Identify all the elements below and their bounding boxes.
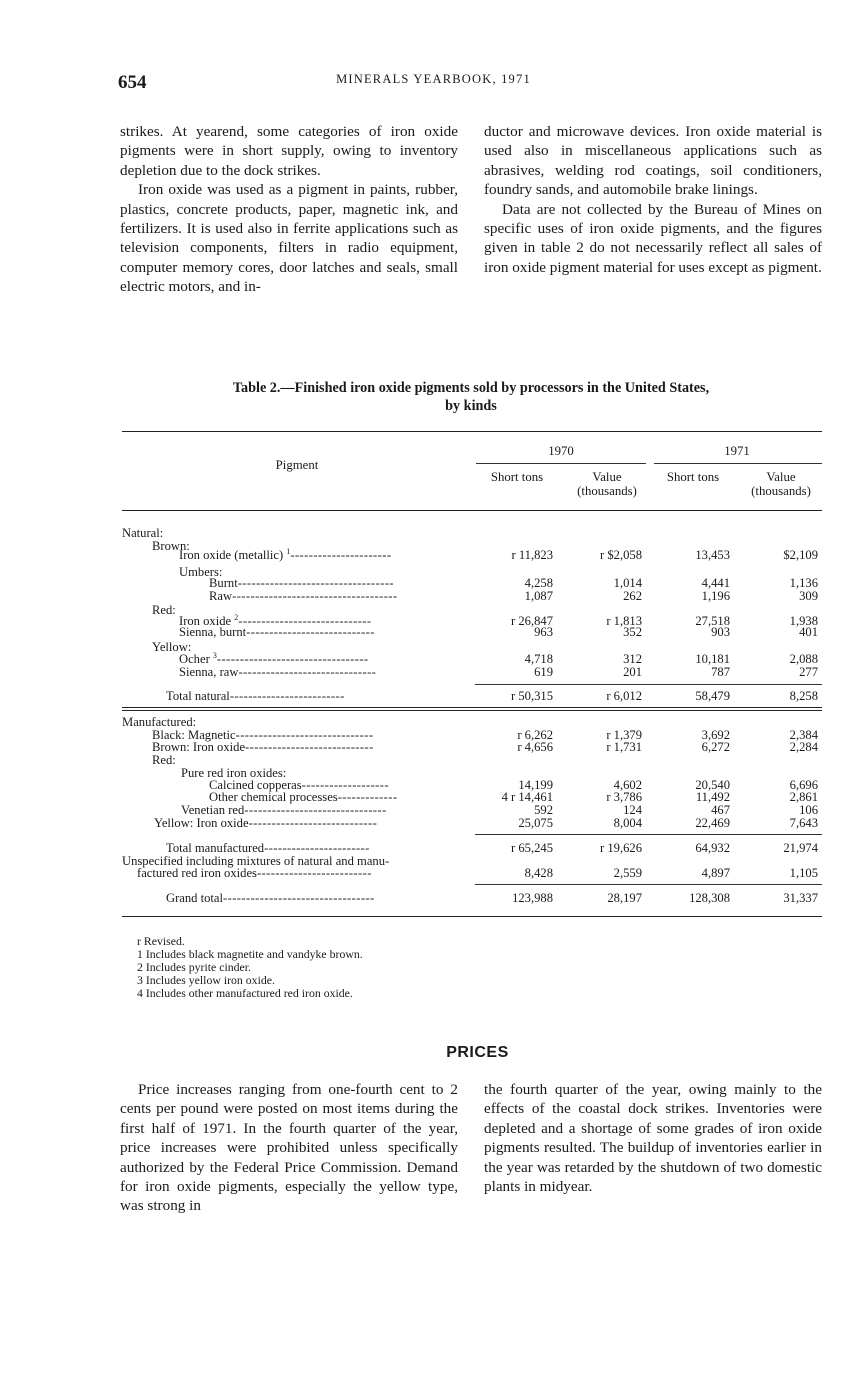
row-label: Red:	[152, 603, 176, 617]
table-cell: 4,897	[701, 866, 730, 880]
row-label: Venetian red-------------------------------	[181, 803, 387, 817]
header-short-tons-1970: Short tons	[490, 470, 544, 484]
row-label: Red:	[152, 753, 176, 767]
running-title: MINERALS YEARBOOK, 1971	[336, 72, 531, 86]
dot-leader: ---------------------------------	[223, 891, 375, 905]
header-year-1971: 1971	[724, 444, 750, 458]
natural-section-rule-b	[122, 710, 822, 711]
row-label: Raw------------------------------------	[209, 589, 398, 603]
table-cell: r 19,626	[600, 841, 642, 855]
dot-leader: ----------------------------	[246, 625, 375, 639]
table-row	[0, 590, 867, 603]
table-cell: 2,088	[789, 652, 818, 666]
table-cell: 4,441	[701, 576, 730, 590]
row-label: Yellow: Iron oxide----------------------------	[154, 816, 378, 830]
row-label: Other chemical processes-------------	[209, 790, 398, 804]
table-cell: 1,136	[789, 576, 818, 590]
table-caption	[120, 380, 822, 415]
table-cell: 11,492	[695, 790, 730, 804]
natural-section-rule-a	[122, 707, 822, 708]
table-cell: r 50,315	[511, 689, 553, 703]
table-row	[0, 650, 867, 666]
table-cell: 787	[711, 665, 730, 679]
table-cell: 10,181	[695, 652, 730, 666]
table-cell: 28,197	[607, 891, 642, 905]
table-cell: 128,308	[689, 891, 730, 905]
table-cell: 8,258	[789, 689, 818, 703]
table-cell: 58,479	[695, 689, 730, 703]
table-cell: r 11,823	[511, 548, 553, 562]
table-cell: 1,938	[789, 614, 818, 628]
row-label: Sienna, raw------------------------------	[179, 665, 377, 679]
table-cell: $2,109	[783, 548, 818, 562]
table-top-rule	[122, 431, 822, 432]
prices-right-paragraph: the fourth quarter of the year, owing mainly to the effects of the coastal dock strikes. Inventories were depleted and a shortage of some grades of iron oxide pigments resulted. The buildup of inventories earlier in the year was retarded by the shutdown of two domestic plants in midyear.	[484, 1081, 822, 1196]
row-label: Natural:	[122, 526, 164, 540]
dot-leader: -------------------------	[256, 866, 372, 880]
table-cell: r 1,731	[606, 740, 642, 754]
table-cell: 8,428	[524, 866, 553, 880]
table-cell: 25,075	[518, 816, 553, 830]
row-label: Burnt----------------------------------	[209, 576, 394, 590]
table-cell: 8,004	[613, 816, 642, 830]
intro-right-paragraph-1: ductor and microwave devices. Iron oxide material is used also in miscellaneous applications such as abrasives, welding rod coatings, soil conditioners, foundry sands, and automobile brake linings.	[484, 123, 822, 199]
header-pigment: Pigment	[275, 458, 319, 472]
table-cell: 619	[534, 665, 553, 679]
table-bottom-rule	[122, 916, 822, 917]
table-cell: 352	[623, 625, 642, 639]
row-label: Brown: Iron oxide----------------------------	[152, 740, 374, 754]
header-bottom-rule	[122, 510, 822, 511]
table-cell: 903	[711, 625, 730, 639]
dot-leader: ----------------------------	[245, 740, 374, 754]
table-cell: 4,718	[524, 652, 553, 666]
table-row	[0, 641, 867, 654]
dot-leader: -------------------------	[229, 689, 345, 703]
table-cell: 2,284	[789, 740, 818, 754]
footnote: 3 Includes yellow iron oxide.	[137, 973, 275, 987]
footnote: r Revised.	[137, 934, 185, 948]
table-cell: 22,469	[695, 816, 730, 830]
intro-right-column	[484, 122, 822, 277]
intro-left-column	[120, 122, 458, 297]
table-cell: 1,196	[701, 589, 730, 603]
row-label: Iron oxide $^2$-----------------------------	[179, 612, 372, 628]
row-label: Black: Magnetic------------------------------	[152, 728, 374, 742]
prices-right-column	[484, 1080, 822, 1196]
intro-right-paragraph-2: Data are not collected by the Bureau of Mines on specific uses of iron oxide pigments, and the figures given in table 2 do not necessarily reflect all sales of iron oxide pigment material for uses except as pigment.	[484, 200, 822, 276]
page-number: 654	[118, 72, 147, 93]
footnote-ref: 1	[286, 546, 291, 556]
dot-leader: ------------------------------	[238, 665, 377, 679]
header-value-1970: Value (thousands)	[577, 470, 637, 498]
row-label: Umbers:	[179, 565, 223, 579]
row-label: Manufactured:	[122, 715, 197, 729]
table-row	[0, 690, 867, 703]
table-row	[0, 527, 867, 540]
table-cell: 4,602	[613, 778, 642, 792]
table-cell: 309	[799, 589, 818, 603]
table-cell: 27,518	[695, 614, 730, 628]
footnote: 1 Includes black magnetite and vandyke brown.	[137, 947, 363, 961]
table-row	[0, 779, 867, 792]
table-cell: 14,199	[518, 778, 553, 792]
table-cell: 64,932	[695, 841, 730, 855]
table-cell: r 1,813	[606, 614, 642, 628]
table-cell: 6,272	[701, 740, 730, 754]
section-title: PRICES	[446, 1044, 509, 1061]
row-label: Pure red iron oxides:	[181, 766, 287, 780]
dot-leader: -------------	[337, 790, 398, 804]
row-label: Iron oxide (metallic) $^1$----------------------	[179, 546, 392, 562]
dot-leader: ----------------------------------	[237, 576, 394, 590]
table-cell: 13,453	[695, 548, 730, 562]
table-row	[0, 716, 867, 729]
row-label: Grand total---------------------------------	[166, 891, 375, 905]
table-cell: 6,696	[789, 778, 818, 792]
row-label: Calcined copperas-------------------	[209, 778, 389, 792]
dot-leader: -----------------------	[264, 841, 370, 855]
row-label: Ocher $^3$---------------------------------	[179, 650, 369, 666]
table-cell: 4,258	[524, 576, 553, 590]
table-row	[0, 791, 867, 804]
intro-left-paragraph-1: strikes. At yearend, some categories of iron oxide pigments were in short supply, owing to inventory depletion due to the dock strikes.	[120, 123, 458, 179]
header-rule-1971	[654, 463, 822, 464]
table-cell: 1,105	[789, 866, 818, 880]
dot-leader: ------------------------------	[235, 728, 374, 742]
table-caption-line-1: Table 2.—Finished iron oxide pigments sold by processors in the United States,	[232, 380, 710, 396]
dot-leader: ------------------------------------	[232, 589, 398, 603]
header-rule-1970	[476, 463, 646, 464]
table-cell: 401	[799, 625, 818, 639]
header-value-1971: Value (thousands)	[751, 470, 811, 498]
footnote: 4 Includes other manufactured red iron oxide.	[137, 986, 353, 1000]
table-row	[0, 855, 867, 868]
table-row	[0, 666, 867, 679]
intro-left-paragraph-2: Iron oxide was used as a pigment in paints, rubber, plastics, concrete products, paper, magnetic ink, and fertilizers. It is used also in ferrite applications such as television components, filters in radio equipment, computer memory cores, door latches and seals, small electric motors, and in-	[120, 181, 458, 296]
prices-left-column	[120, 1080, 458, 1216]
table-row	[0, 804, 867, 817]
table-cell: 1,014	[613, 576, 642, 590]
row-label: Total natural-------------------------	[166, 689, 345, 703]
total-manufactured-rule	[475, 834, 822, 835]
table-cell: 21,974	[783, 841, 818, 855]
dot-leader: ---------------------------------	[216, 652, 369, 666]
table-row	[0, 729, 867, 742]
row-label: Unspecified including mixtures of natural and manu-	[122, 854, 390, 868]
dot-leader: -------------------	[301, 778, 389, 792]
dot-leader: ----------------------------	[248, 816, 378, 830]
table-cell: 20,540	[695, 778, 730, 792]
prices-left-paragraph: Price increases ranging from one-fourth cent to 2 cents per pound were posted on most items during the first half of 1971. In the fourth quarter of the year, price increases were prohibited unless specifically authorized by the Federal Price Commission. Demand for iron oxide pigments, especially the yellow type, was strong in	[120, 1081, 458, 1215]
table-cell: 963	[534, 625, 553, 639]
table-cell: r 26,847	[511, 614, 553, 628]
table-row	[0, 867, 867, 880]
row-label: factured red iron oxides-------------------------	[137, 866, 372, 880]
footnote-ref: 3	[212, 650, 217, 660]
table-cell: r 65,245	[511, 841, 553, 855]
table-cell: 312	[623, 652, 642, 666]
table-cell: 2,861	[789, 790, 818, 804]
footnote: 2 Includes pyrite cinder.	[137, 960, 251, 974]
table-cell: 2,384	[789, 728, 818, 742]
table-cell: 106	[799, 803, 818, 817]
table-cell: r 6,262	[517, 728, 553, 742]
row-label: Yellow:	[152, 640, 192, 654]
row-label: Brown:	[152, 539, 190, 553]
table-row	[0, 626, 867, 639]
table-cell: 31,337	[783, 891, 818, 905]
table-cell: 277	[799, 665, 818, 679]
table-cell: 262	[623, 589, 642, 603]
table-row	[0, 892, 867, 905]
table-cell: r 3,786	[606, 790, 642, 804]
header-year-1970: 1970	[548, 444, 574, 458]
table-row	[0, 741, 867, 754]
table-row	[0, 817, 867, 830]
table-cell: 7,643	[789, 816, 818, 830]
table-cell: 123,988	[512, 891, 553, 905]
table-cell: 124	[623, 803, 642, 817]
table-cell: 2,559	[613, 866, 642, 880]
table-cell: r $2,058	[600, 548, 642, 562]
footnote-ref: 2	[234, 612, 239, 622]
table-cell: 4 r 14,461	[501, 790, 553, 804]
header-short-tons-1971: Short tons	[666, 470, 720, 484]
table-row	[0, 577, 867, 590]
table-cell: 467	[711, 803, 730, 817]
dot-leader: ----------------------	[290, 548, 392, 562]
table-cell: 1,087	[524, 589, 553, 603]
table-cell: r 1,379	[606, 728, 642, 742]
dot-leader: -----------------------------	[238, 614, 372, 628]
table-row	[0, 754, 867, 767]
table-caption-line-2: by kinds	[445, 397, 497, 414]
row-label: Total manufactured-----------------------	[166, 841, 370, 855]
table-row	[0, 767, 867, 780]
table-cell: r 4,656	[517, 740, 553, 754]
table-cell: r 6,012	[606, 689, 642, 703]
table-cell: 3,692	[701, 728, 730, 742]
table-cell: 201	[623, 665, 642, 679]
dot-leader: -------------------------------	[244, 803, 387, 817]
total-natural-rule	[475, 684, 822, 685]
table-cell: 592	[534, 803, 553, 817]
row-label: Sienna, burnt----------------------------	[179, 625, 375, 639]
grand-total-rule	[475, 884, 822, 885]
table-row	[0, 842, 867, 855]
